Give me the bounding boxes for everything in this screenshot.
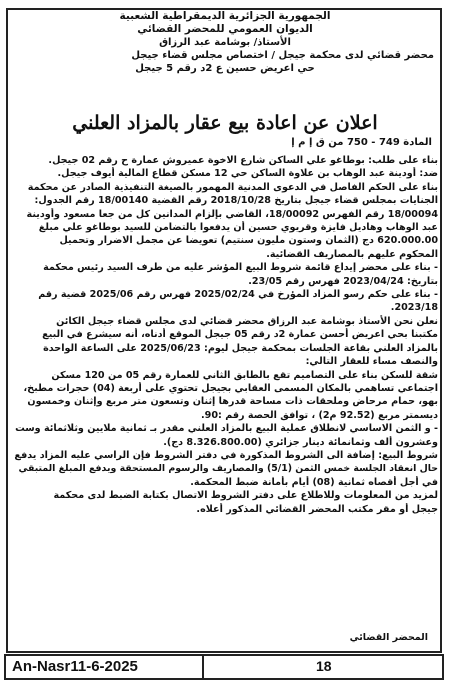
body-line: عبد الوهاب وهاديل فايزة وقريوي حسين أن يدفعوا بالتضامن للسيد بوطاغو علي مبلغ: [38, 222, 438, 234]
body-line: نعلن نحن الأستاذ بوشامة عبد الرزاق محضر قضائي لدى مجلس قضاء جيجل الكائن: [56, 315, 438, 327]
body-line: بالمزاد العلني بقاعة الجلسات بمحكمة جيجل ليوم: 2025/06/23 على الساعة الواحدة: [43, 342, 438, 354]
body-line: بناء على الحكم الفاصل في الدعوى المدنية المهمور بالصيغة التنفيذية الصادر عن محكمة: [27, 181, 438, 193]
page-number: 18: [316, 658, 332, 674]
body-line: - بناء على حكم رسو المزاد المؤرخ في 2025/02/24 فهرس رقم 2025/06 قضية رقم: [38, 289, 438, 301]
body-line: شقة للسكن بناء على التصاميم تقع بالطابق الثاني للعمارة رقم 05 من 120 مسكن: [51, 369, 438, 381]
body-line: وعشرون ألف وثمانمائة دينار جزائري (8.326.800.00 دج).: [163, 436, 438, 448]
body-line: 620.000.00 دج (الثمان وستون مليون سنتيم) تعويضا عن مجمل الاضرار وتحميل: [59, 235, 438, 247]
header-line-jurisdiction: محضر قضائي لدى محكمة جيجل / اختصاص مجلس قضاء جيجل: [131, 50, 434, 61]
footer-divider: [202, 656, 204, 678]
body-line: 2023/18.: [390, 302, 438, 314]
body-line: ديسمتر مربع (92.52 م2) ، توافق الحصة رقم :90.: [201, 409, 438, 421]
body-line: بناء على طلب: بوطاغو علي الساكن شارع الاخوة عميروش عمارة ح رقم 02 جيجل.: [48, 155, 438, 166]
body-line: - و الثمن الاساسي لانطلاق عملية البيع بالمزاد العلني مقدر بـ ثمانية ملايين وثلاثمائة وست: [15, 423, 438, 435]
body-line: اجتماعي تساهمي بالمكان المسمى العقابي بجيجل تحتوي على أربعة (04) حجرات مطبخ،: [23, 382, 438, 394]
legal-reference: المادة 749 - 750 من ق إ م إ: [291, 137, 432, 148]
body-line: حال انعقاد الجلسة خمس الثمن (5/1) والمصاريف والرسوم المستحقة ويدفع المبلغ المتبقي: [18, 463, 438, 475]
header-line-bailiff-name: الأستاذ/ بوشامة عبد الرزاق: [159, 37, 291, 48]
body-line: مكتبنا بحي اعريض أحسن عمارة 2د رقم 05 جيجل الموقع أدناه، أنه سيشرع في البيع: [42, 329, 438, 341]
body-line: بتاريخ: 2023/04/24 فهرس رقم 23/05.: [248, 275, 438, 287]
body-line: في أجل أقصاه ثمانية (08) أيام بأمانة ضبط المحكمة.: [190, 476, 438, 488]
newspaper-name: An-Nasr11-6-2025: [12, 658, 138, 675]
page-footer: [4, 654, 444, 680]
body-line: جيجل أو مقر مكتب المحضر القضائي المذكور أعلاه.: [196, 503, 438, 515]
announcement-title: اعلان عن اعادة بيع عقار بالمزاد العلني: [72, 112, 378, 134]
announcement-body: [12, 154, 438, 516]
body-line: المحكوم عليهم بالمصاريف القضائية.: [266, 248, 438, 260]
body-line: الجنايات بمجلس قضاء جيجل بتاريخ 2018/10/28 رقم القضية 18/00140 رقم الجدول:: [34, 195, 438, 207]
body-line: ضد: أودينة عبد الوهاب بن علاوة الساكن حي 12 مسكن قطاع المالية أيوف جيجل.: [57, 168, 438, 180]
announcement-header: [12, 10, 438, 75]
body-line: - بناء على محضر إيداع قائمة شروط البيع المؤشر عليه من طرف السيد رئيس محكمة: [43, 262, 438, 274]
header-line-office: الديوان العمومي للمحضر القضائي: [137, 23, 313, 35]
body-line: شروط البيع: إضافة الى الشروط المذكورة في دفتر الشروط فإن الراسي عليه المزاد يدفع: [14, 449, 438, 461]
header-line-address: حي اعريض حسين ع 2د رقم 5 جيجل: [135, 63, 315, 74]
body-line: لمزيد من المعلومات وللاطلاع على دفتر الشروط الاتصال بكتابة الضبط لدى محكمة: [53, 490, 438, 502]
body-line: والنصف مساء للعقار التالي:: [305, 356, 438, 368]
body-line: بهو، حمام مرحاض وملحقات ذات مساحة قدرها إثنان وتسعون متر مربع وإثنان وخمسون: [27, 396, 438, 408]
signature: المحضر القضائي: [349, 632, 428, 643]
header-line-republic: الجمهورية الجزائرية الديمقراطية الشعبية: [119, 10, 331, 22]
body-line: 18/00094 رقم الفهرس 18/00092، القاضي بإلزام المدانين كل من جعا مسعود وأودينة: [26, 208, 438, 220]
